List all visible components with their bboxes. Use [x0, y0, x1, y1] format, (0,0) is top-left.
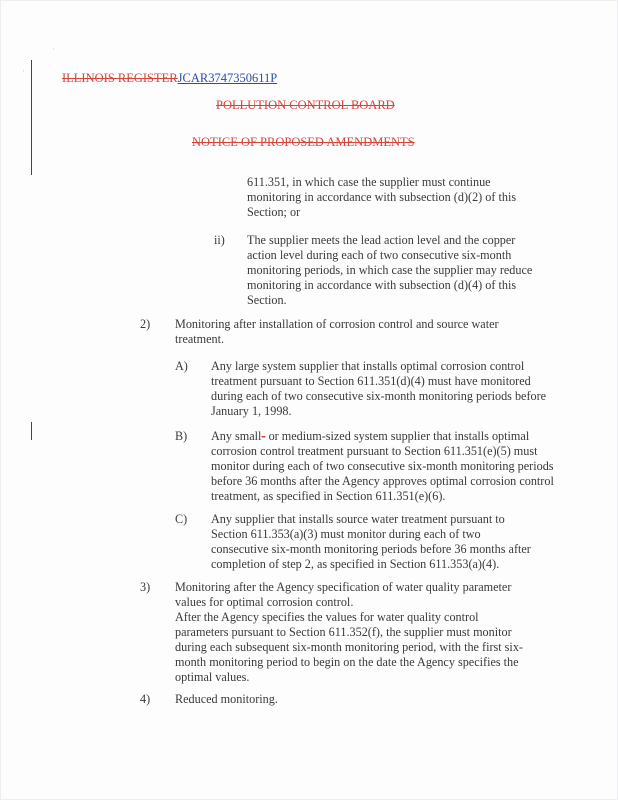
scan-speck: ·	[22, 66, 25, 76]
item-3-title: Monitoring after the Agency specification of water quality parameter values for optimal corrosion control.	[175, 580, 512, 609]
register-heading	[62, 71, 277, 86]
revision-bar-top	[31, 60, 32, 175]
board-heading: POLLUTION CONTROL BOARD	[216, 98, 395, 112]
item-B-revised-dash: -	[261, 429, 266, 443]
continuation-paragraph: 611.351, in which case the supplier must continue monitoring in accordance with subsection (d)(2) of this Section; or	[247, 175, 517, 219]
item-B-text-start: Any small	[211, 429, 262, 443]
item-3-number: 3)	[140, 580, 151, 594]
register-struck-text: ILLINOIS REGISTER	[62, 71, 178, 85]
item-ii-number: ii)	[214, 233, 225, 247]
register-inserted-text: JCAR3747350611P	[177, 71, 278, 85]
item-C-paragraph: Any supplier that installs source water treatment pursuant to Section 611.353(a)(3) must monitor during each of two consecutive six-month monitoring periods before 36 months after completion of step 2, as specified in Section 611.353(a)(4).	[211, 512, 531, 571]
item-4-paragraph: Reduced monitoring.	[175, 692, 278, 706]
item-B-text-rest: or medium-sized system supplier that installs optimal corrosion control treatment pursuant to Section 611.351(e)(5) must monitor during each of two consecutive six-month monitoring periods before 36 months after the Agency approves optimal corrosion control treatment, as specified in Section 611.351(e)(6).	[211, 429, 554, 503]
item-A-number: A)	[175, 359, 188, 373]
item-4-number: 4)	[140, 692, 151, 706]
item-2-number: 2)	[140, 317, 151, 331]
item-2-paragraph: Monitoring after installation of corrosion control and source water treatment.	[175, 317, 499, 346]
scan-speck: ·	[52, 44, 55, 54]
notice-heading: NOTICE OF PROPOSED AMENDMENTS	[192, 135, 415, 149]
item-B-number: B)	[175, 429, 188, 443]
revision-bar-middle	[31, 422, 32, 440]
item-B-paragraph	[211, 429, 559, 504]
item-C-number: C)	[175, 512, 188, 526]
item-A-paragraph: Any large system supplier that installs optimal corrosion control treatment pursuant to Section 611.351(d)(4) must have monitored during each of two consecutive six-month monitoring periods before January 1, 1998.	[211, 359, 547, 418]
item-ii-paragraph: The supplier meets the lead action level and the copper action level during each of two consecutive six-month monitoring periods, in which case the supplier may reduce monitoring in accordance with subsection (d)(4) of this Section.	[247, 233, 533, 307]
item-3-paragraph: After the Agency specifies the values for water quality control parameters pursuant to Section 611.352(f), the supplier must monitor during each subsequent six-month monitoring period, with the first six-month monitoring period to begin on the date the Agency specifies the optimal values.	[175, 610, 523, 684]
